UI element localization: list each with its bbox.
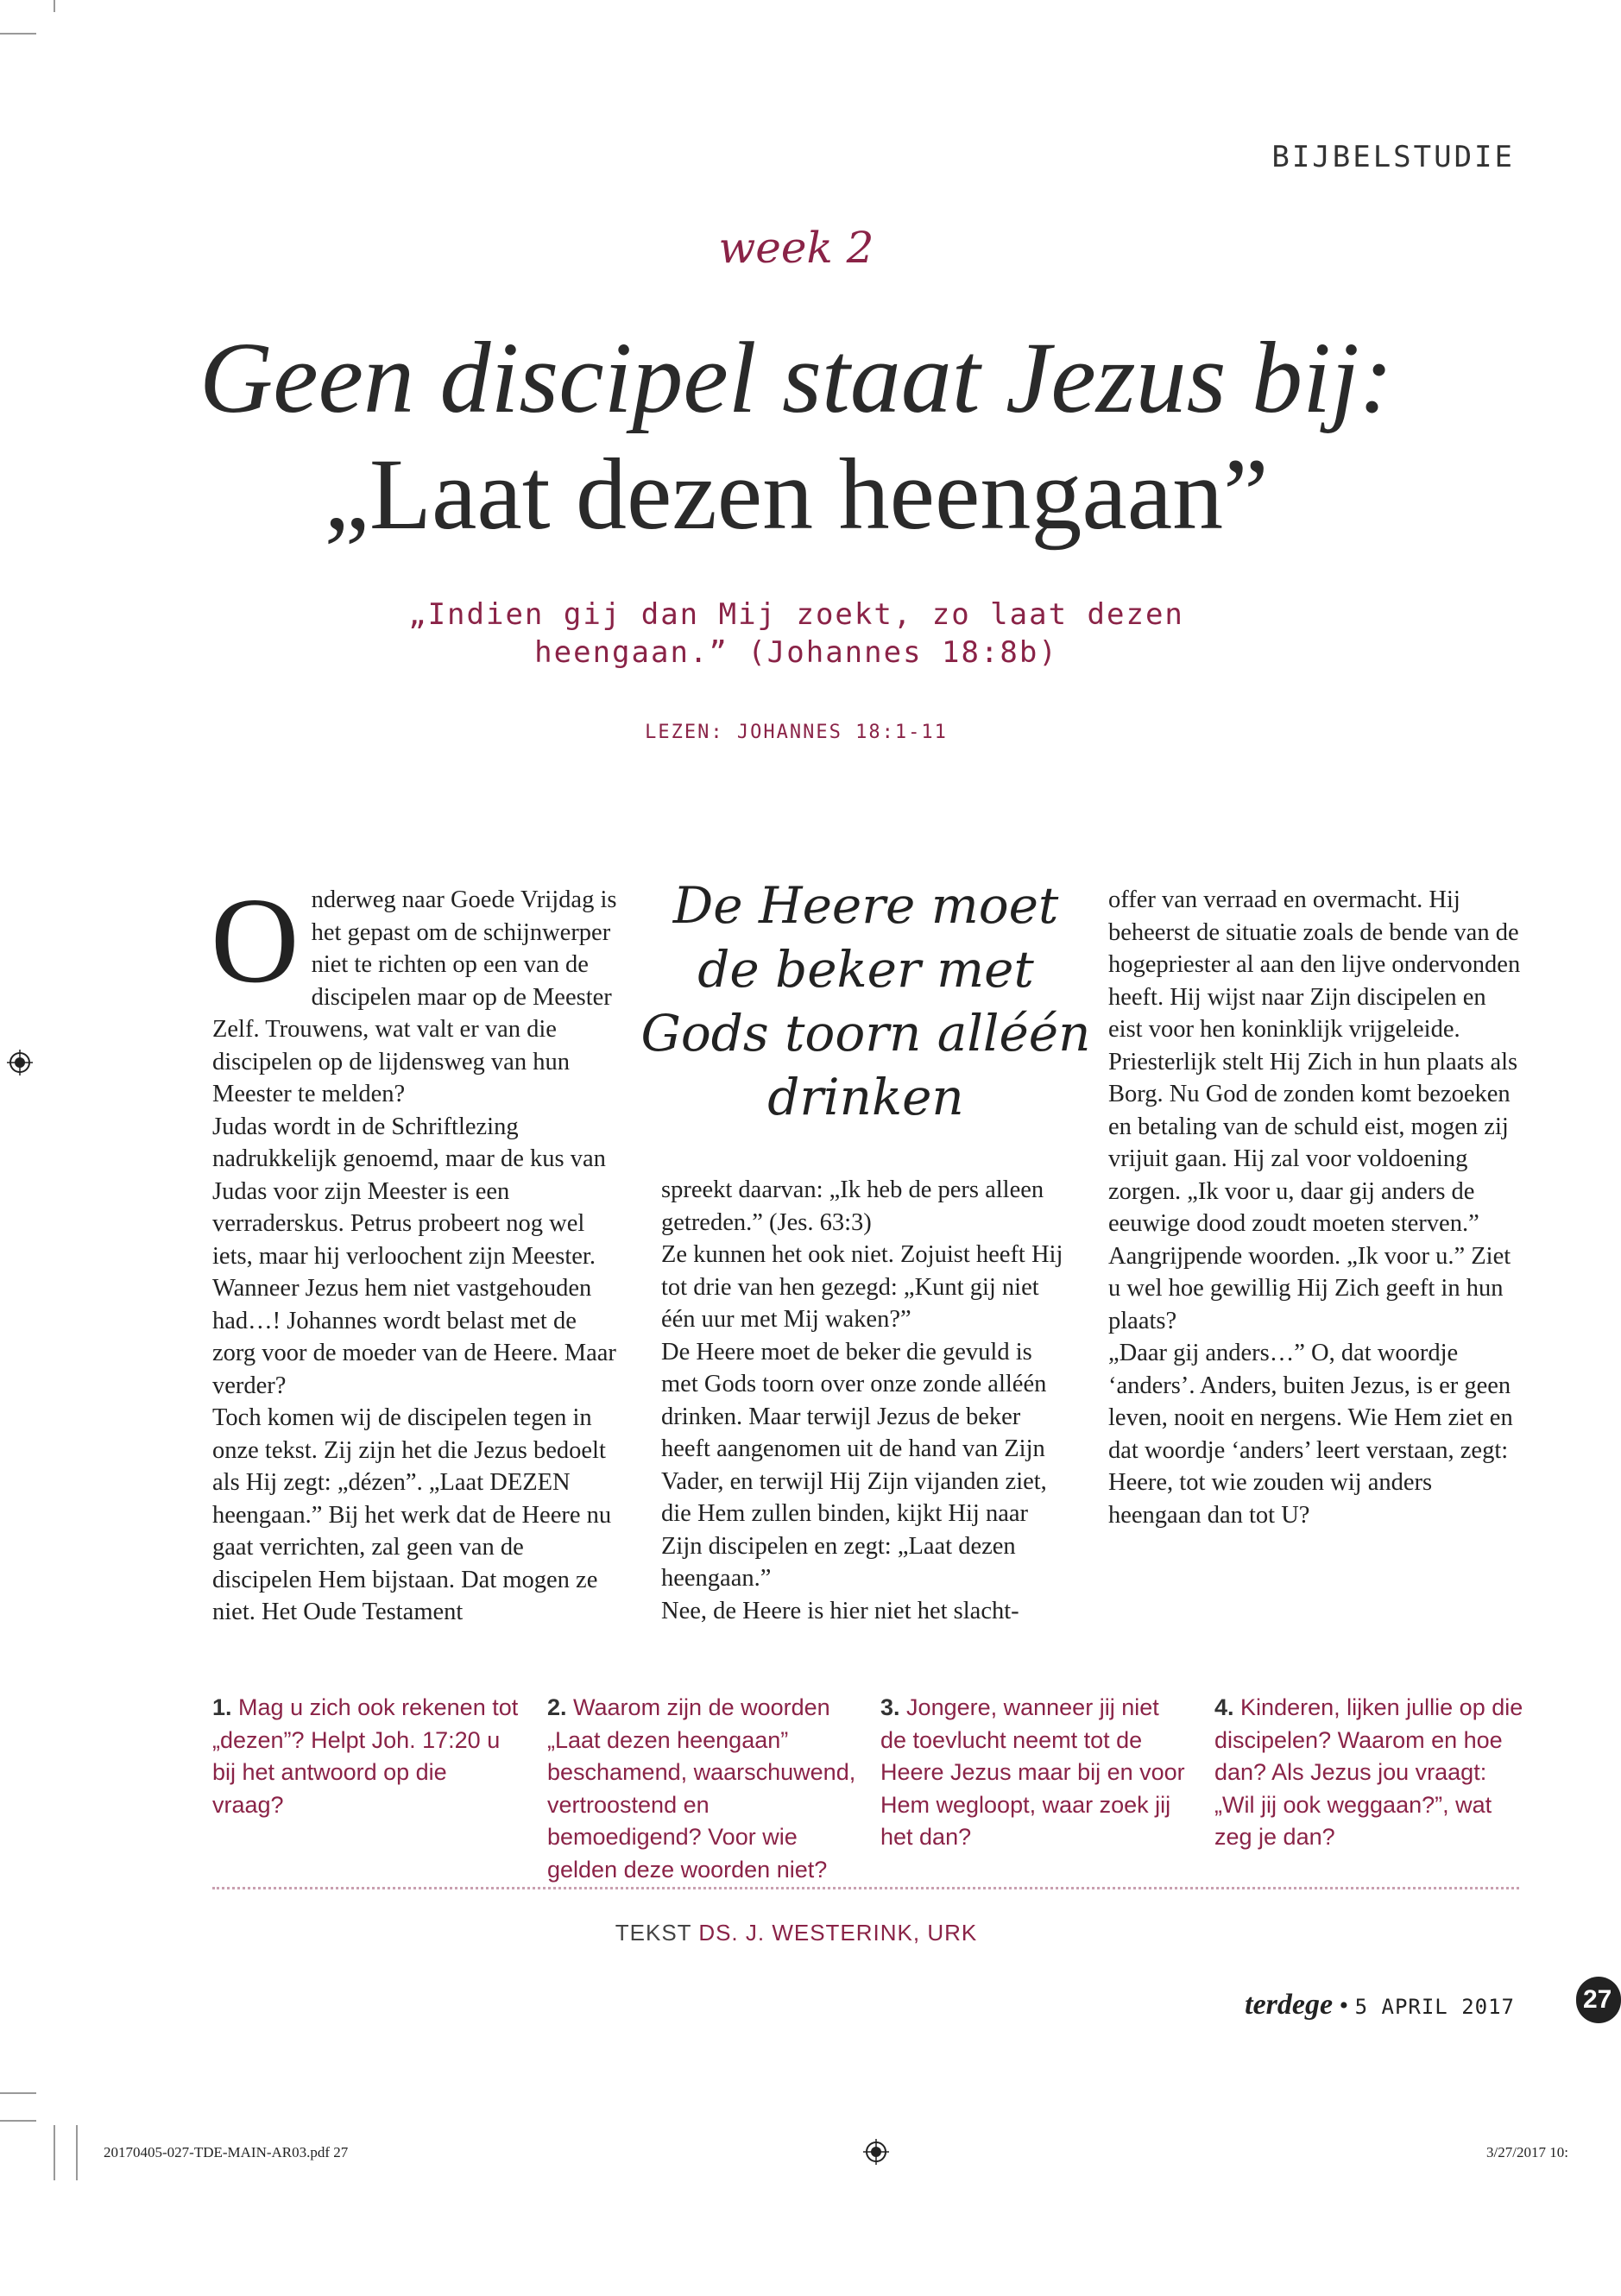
reading-reference: LEZEN: JOHANNES 18:1-11: [645, 722, 948, 743]
crop-mark: [0, 2120, 36, 2122]
article-paragraph: Nee, de Heere is hier niet het slacht-: [661, 1597, 1019, 1624]
crop-mark: [0, 2092, 36, 2094]
issue-date: 5 APRIL 2017: [1354, 1995, 1515, 2019]
article-column-1: [211, 872, 625, 1629]
page-title-line-1: Geen discipel staat Jezus bij:: [199, 321, 1393, 434]
article-column-3: [1108, 884, 1521, 1531]
byline-author: DS. J. WESTERINK, URK: [698, 1920, 978, 1946]
pull-quote: De Heere moet de beker met Gods toorn alléén drinken: [640, 876, 1091, 1126]
crop-mark: [76, 2125, 78, 2180]
crop-mark: [54, 2125, 55, 2180]
dotted-divider: [212, 1887, 1519, 1889]
magazine-brand: terdege: [1245, 1989, 1334, 2021]
question-number: 2.: [547, 1694, 567, 1720]
article-paragraph: Aangrijpende woorden. „Ik voor u.” Ziet u wel hoe gewillig Hij Zich geeft in hun plaats?: [1108, 1242, 1511, 1334]
page-title-line-2: „Laat dezen heengaan”: [324, 438, 1269, 551]
article-paragraph: „Daar gij anders…” O, dat woordje ‘anders’. Anders, buiten Jezus, is er geen leven, nooit en nergens. Wie Hem ziet en dat woordje ‘anders’ leert verstaan, zegt: Heere, tot wie zouden wij anders heengaan dan tot U?: [1108, 1340, 1513, 1529]
article-paragraph: Judas wordt in de Schriftlezing nadrukkelijk genoemd, maar de kus van Judas voor zijn Meester is een verraderskus. Petrus probeert nog wel iets, maar hij verloochent zijn Meester. Wanneer Jezus hem niet vastgehouden had…! Johannes wordt belast met de zorg voor de moeder van de Heere. Maar verder?: [212, 1113, 616, 1399]
section-label: BIJBELSTUDIE: [1271, 140, 1515, 174]
article-paragraph: offer van verraad en overmacht. Hij beheerst de situatie zoals de bende van de hogepriester al aan den lijve ondervonden heeft. Hij wijst naar Zijn discipelen en eist voor hen koninklijk vrijgeleide. Priesterlijk stelt Hij Zich in hun plaats als Borg. Nu God de zonden komt bezoeken en betaling van de schuld eist, mogen zij vrijuit gaan. Hij zal voor voldoening zorgen. „Ik voor u, daar gij anders de eeuwige dood zoudt moeten sterven.”: [1108, 886, 1521, 1237]
motto-quote: „Indien gij dan Mij zoekt, zo laat dezen heengaan.” (Johannes 18:8b): [408, 597, 1184, 670]
print-slug-date: 3/27/2017 10:: [1486, 2144, 1568, 2160]
question-text: Kinderen, lijken jullie op die discipelen? Waarom en hoe dan? Als Jezus jou vraagt: „Wil jij ook weggaan?”, wat zeg je dan?: [1214, 1694, 1523, 1850]
registration-mark-icon: [7, 1050, 33, 1075]
question-text: Jongere, wanneer jij niet de toevlucht neemt tot de Heere Jezus maar bij en voor Hem wegloopt, waar zoek jij het dan?: [880, 1694, 1185, 1850]
question-4: [1214, 1692, 1525, 1854]
question-1: [212, 1692, 523, 1821]
print-slug-file: 20170405-027-TDE-MAIN-AR03.pdf 27: [104, 2144, 349, 2160]
byline: [0, 1920, 1593, 1946]
registration-mark-icon: [863, 2139, 889, 2165]
week-label: week 2: [718, 223, 874, 273]
article-paragraph: De Heere moet de beker die gevuld is met Gods toorn over onze zonde alléén drinken. Maar terwijl Jezus de beker heeft aangenomen uit de hand van Zijn Vader, en terwijl Hij Zijn vijanden ziet, die Hem zullen binden, kijkt Hij naar Zijn discipelen en zegt: „Laat dezen heengaan.”: [661, 1338, 1047, 1592]
page-footer: [1245, 1989, 1515, 2022]
byline-label: TEKST: [615, 1920, 692, 1946]
question-3: [880, 1692, 1191, 1854]
page-number: 27: [1576, 1977, 1621, 2023]
crop-mark: [0, 33, 36, 35]
article-paragraph: Toch komen wij de discipelen tegen in onze tekst. Zij zijn het die Jezus bedoelt als Hij zegt: „dézen”. „Laat DEZEN heengaan.” Bij het werk dat de Heere nu gaat verrichten, zal geen van de discipelen Hem bijstaan. Dat mogen ze niet. Het Oude Testament: [212, 1404, 612, 1625]
question-number: 3.: [880, 1694, 900, 1720]
question-text: Mag u zich ook rekenen tot „dezen”? Helpt Joh. 17:20 u bij het antwoord op die vraag?: [212, 1694, 519, 1818]
crop-mark: [54, 0, 55, 12]
article-paragraph: Onderweg naar Goede Vrijdag is het gepast om de schijnwerper niet te richten op een van de discipelen maar op de Meester Zelf. Trouwens, wat valt er van die discipelen op de lijdensweg van hun Meester te melden?: [211, 872, 617, 1107]
footer-separator: •: [1339, 1991, 1349, 2020]
article-paragraph: spreekt daarvan: „Ik heb de pers alleen getreden.” (Jes. 63:3): [661, 1176, 1044, 1236]
article-column-2: [661, 1174, 1074, 1627]
question-text: Waarom zijn de woorden „Laat dezen heengaan” beschamend, waarschuwend, vertroostend en bemoedigend? Voor wie gelden deze woorden niet?: [547, 1694, 856, 1883]
question-number: 1.: [212, 1694, 232, 1720]
drop-cap: O: [211, 872, 300, 1008]
article-paragraph: Ze kunnen het ook niet. Zojuist heeft Hij tot drie van hen gezegd: „Kunt gij niet één uur met Mij waken?”: [661, 1241, 1063, 1333]
question-number: 4.: [1214, 1694, 1234, 1720]
question-2: [547, 1692, 858, 1886]
